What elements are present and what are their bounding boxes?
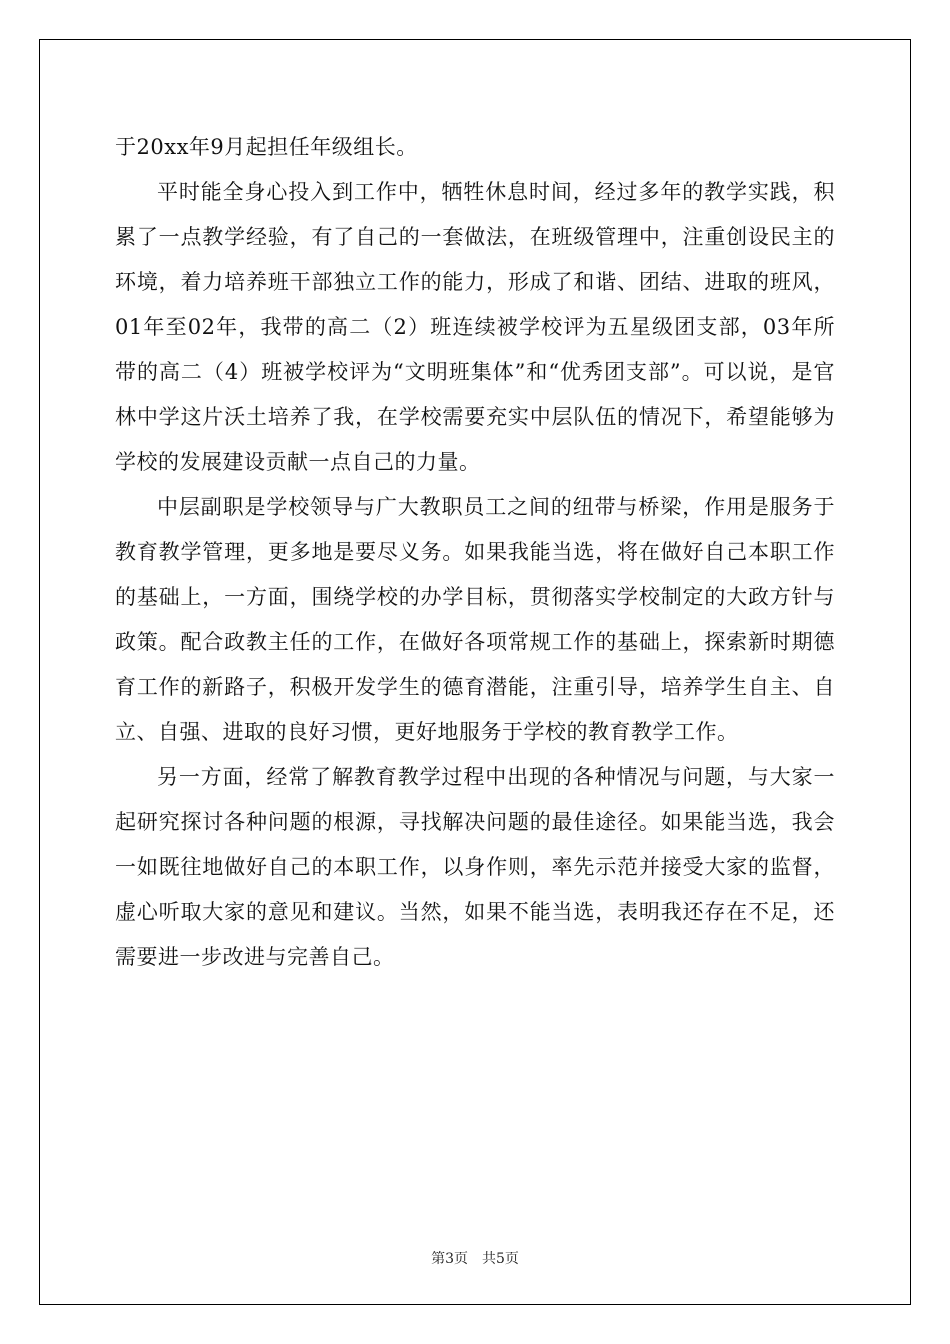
paragraph-commitment: 另一方面，经常了解教育教学过程中出现的各种情况与问题，与大家一起研究探讨各种问题的根源，寻找解决问题的最佳途径。如果能当选，我会一如既往地做好自己的本职工作，以身作则，率先示范并接受大家的监督，虚心听取大家的意见和建议。当然，如果不能当选，表明我还存在不足，还需要进一步改进与完善自己。	[115, 765, 835, 969]
paragraph-role-plan: 中层副职是学校领导与广大教职员工之间的纽带与桥梁，作用是服务于教育教学管理，更多地是要尽义务。如果我能当选，将在做好自己本职工作的基础上，一方面，围绕学校的办学目标，贯彻落实学校制定的大政方针与政策。配合政教主任的工作，在做好各项常规工作的基础上，探索新时期德育工作的新路子，积极开发学生的德育潜能，注重引导，培养学生自主、自立、自强、进取的良好习惯，更好地服务于学校的教育教学工作。	[115, 495, 835, 744]
page-number-footer: 第3页 共5页	[431, 1251, 519, 1267]
paragraph-continuation: 于20xx年9月起担任年级组长。	[115, 135, 418, 159]
document-body	[115, 125, 835, 980]
paragraph-work-experience: 平时能全身心投入到工作中，牺牲休息时间，经过多年的教学实践，积累了一点教学经验，有了自己的一套做法，在班级管理中，注重创设民主的环境，着力培养班干部独立工作的能力，形成了和谐、团结、进取的班风，01年至02年，我带的高二（2）班连续被学校评为五星级团支部，03年所带的高二（4）班被学校评为“文明班集体”和“优秀团支部”。可以说，是官林中学这片沃土培养了我，在学校需要充实中层队伍的情况下，希望能够为学校的发展建设贡献一点自己的力量。	[115, 180, 835, 474]
